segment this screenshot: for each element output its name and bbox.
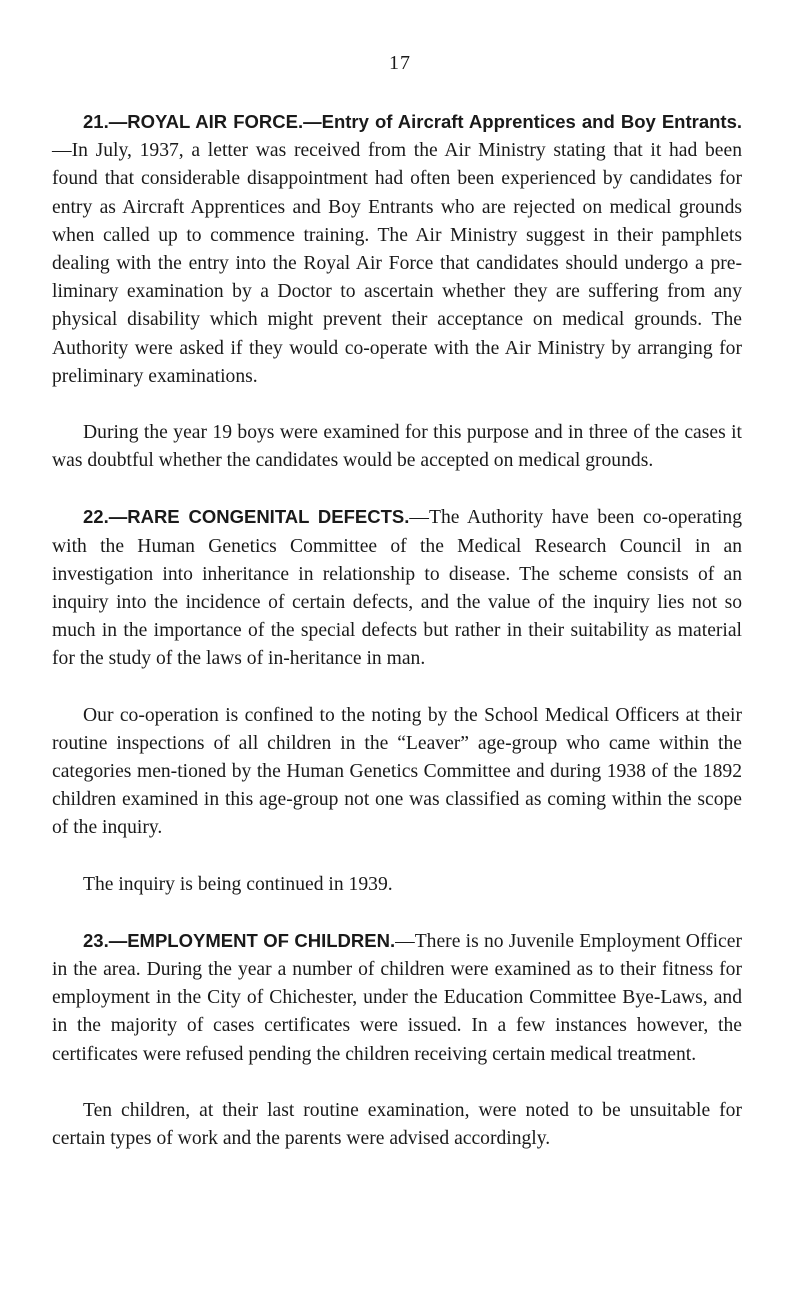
section-21-number: 21. [83, 111, 109, 132]
section-21-heading: ROYAL AIR FORCE. [127, 111, 304, 132]
page-content [52, 108, 742, 1153]
section-23-number: 23. [83, 929, 109, 951]
section-22-number: 22. [83, 506, 109, 528]
section-22-heading: RARE CONGENITAL DEFECTS. [127, 506, 410, 528]
dash: — [52, 140, 72, 162]
section-21-subheading: Entry of Aircraft Apprentices and Boy Entrants. [321, 111, 743, 132]
section-23-paragraph-1 [52, 927, 742, 1069]
section-23-text-1: There is no Juvenile Employment Officer in the area. During the year a number of children were examined as to their fitness for employment in the City of Chichester, under the Education Committee Bye-Laws, and in the majority of cases certificates were issued. In a few instances however, the certificates were refused pending the children receiving certain medical treatment. [52, 930, 742, 1065]
section-23-heading: EMPLOYMENT OF CHILDREN. [127, 929, 396, 951]
dash: — [108, 929, 128, 951]
section-22-text-1: The Authority have been co-operating with the Human Genetics Committee of the Medical Research Council in an investigation into inheritance in relationship to disease. The scheme consists of an inquiry into the incidence of certain defects, and the value of the inquiry lies not so much in the importance of the special defects but rather in their suitability as material for the study of the laws of in-heritance in man. [52, 507, 743, 670]
section-22-paragraph-3: The inquiry is being continued in 1939. [83, 873, 393, 895]
section-22-paragraph-2: Our co-operation is confined to the noting by the School Medical Officers at their routine inspections of all children in the “Leaver” age-group who came within the categories men-tioned by the Human Genetics Committee and during 1938 of the 1892 children examined in this age-group not one was classified as coming within the scope of the inquiry. [52, 704, 742, 839]
page-number: 17 [389, 52, 411, 74]
section-23-paragraph-2: Ten children, at their last routine examination, were noted to be unsuitable for certain types of work and the parents were advised accordingly. [52, 1099, 742, 1150]
section-21-text-1: In July, 1937, a letter was received from the Air Ministry stating that it had been found that considerable disappointment had often been experienced by candidates for entry as Aircraft Apprentices and Boy Entrants who are rejected on medical grounds when called up to commence training. The Air Ministry suggest in their pamphlets dealing with the entry into the Royal Air Force that candidates should undergo a pre-liminary examination by a Doctor to ascertain whether they are suffering from any physical disability which might prevent their acceptance on medical grounds. The Authority were asked if they would co-operate with the Air Ministry by arranging for preliminary examinations. [52, 140, 742, 387]
section-21-paragraph-2: During the year 19 boys were examined for this purpose and in three of the cases it was doubtful whether the candidates would be accepted on medical grounds. [52, 422, 742, 472]
dash: — [108, 506, 128, 528]
dash: — [409, 507, 430, 529]
section-21-paragraph-1 [52, 108, 742, 391]
dash: — [108, 111, 128, 132]
section-22-paragraph-1 [52, 503, 742, 673]
dash: — [395, 930, 415, 952]
dash: — [303, 111, 322, 132]
